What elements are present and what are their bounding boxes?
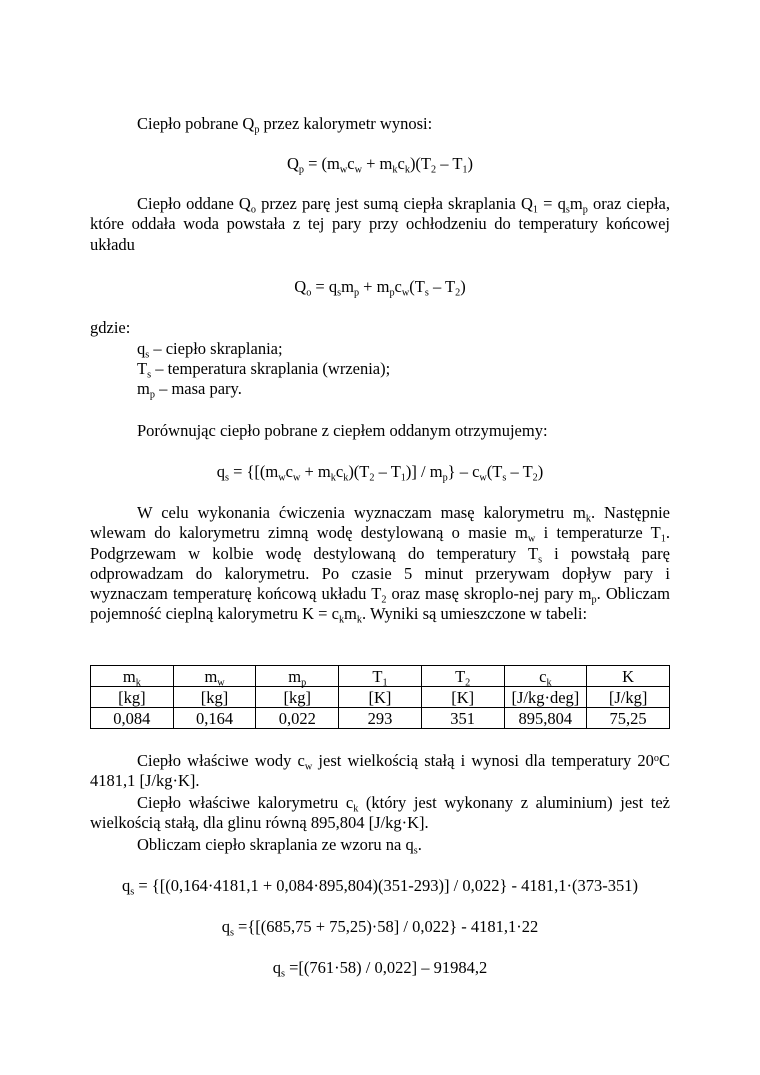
table-cell: 351 [421,708,504,729]
paragraph-comparison: Porównując ciepło pobrane z ciepłem oddanym otrzymujemy: [137,421,548,440]
table-cell: [K] [421,687,504,708]
paragraph-water-specific-heat: Ciepło właściwe wody $c_w$ jest wielkością stałą i wynosi dla temperatury 20$^o$C 4181,1 [J/kg·K]. [90,751,670,791]
table-header-cell: $m_w$ [173,666,256,687]
definition-qs: $q_s$ – ciepło skraplania; [137,339,283,361]
calculation-line-3: $q_s =[(761\cdot 58) / 0,022] - 91984,2$ [272,958,488,980]
equation-qs: $q_s = \{[(m_wc_w + m_kc_k)(T_2 - T_1)] / m_p\} - c_w(T_s - T_2)$ [216,462,544,484]
table-header-cell: $c_k$ [504,666,587,687]
table-header-row [91,666,670,687]
table-cell: [J/kg] [587,687,670,708]
table-header-cell: $T_1$ [339,666,422,687]
definition-mp: $m_p$ – masa pary. [137,379,242,401]
table-cell: [J/kg·deg] [504,687,587,708]
where-label: gdzie: [90,318,131,337]
calculation-line-2: $q_s =\{[(685,75 + 75,25)\cdot 58] / 0,022\} - 4181,1\cdot 22$ [221,917,539,939]
table-cell: 895,804 [504,708,587,729]
table-header-cell: $T_2$ [421,666,504,687]
table-cell: 0,084 [91,708,174,729]
table-cell: 0,022 [256,708,339,729]
paragraph-calorimeter-specific-heat: Ciepło właściwe kalorymetru $c_k$ (który jest wykonany z aluminium) jest też wielkością stałą, dla glinu równą 895,804 [J/kg·K]. [90,793,670,833]
results-table [90,665,670,729]
table-cell: 293 [339,708,422,729]
table-cell: [kg] [91,687,174,708]
table-cell: [K] [339,687,422,708]
table-cell: [kg] [256,687,339,708]
table-units-row [91,687,670,708]
equation-heat-released: $Q_o = q_sm_p + m_pc_w(T_s - T_2)$ [294,277,466,299]
table-values-row [91,708,670,729]
table-header-cell: K [587,666,670,687]
paragraph-heat-absorbed: Ciepło pobrane $Q_p$ przez kalorymetr wynosi: [137,114,433,136]
paragraph-calculation-intro: Obliczam ciepło skraplania ze wzoru na $q_s$. [137,835,422,857]
paragraph-procedure: W celu wykonania ćwiczenia wyznaczam masę kalorymetru $m_k$. Następnie wlewam do kalorymetru zimną wodę destylowaną o masie $m_w$ i temperaturze $T_1$. Podgrzewam w kolbie wodę destylowaną do temperatury $T_s$ i powstałą parę odprowadzam do kalorymetru. Po czasie 5 minut przerywam dopływ pary i wyznaczam temperaturę końcową układu $T_2$ oraz masę skroplo-nej pary $m_p$. Obliczam pojemność cieplną kalorymetru $K = c_km_k$. Wyniki są umieszczone w tabeli: [90,503,671,627]
table-header-cell: $m_k$ [91,666,174,687]
table-cell: 75,25 [587,708,670,729]
table-cell: 0,164 [173,708,256,729]
table-header-cell: $m_p$ [256,666,339,687]
calculation-line-1: $q_s = \{[(0,164\cdot 4181,1 + 0,084\cdot 895,804)(351-293)] / 0,022\} - 4181,1\cdot(373-351)$ [122,876,638,898]
table-cell: [kg] [173,687,256,708]
definition-ts: $T_s$ – temperatura skraplania (wrzenia); [137,359,391,381]
paragraph-heat-released: Ciepło oddane $Q_o$ przez parę jest sumą ciepła skraplania $Q_1 = q_sm_p$ oraz ciepła, które oddała woda powstała z tej pary przy ochłodzeniu do temperatury końcowej układu [90,194,670,254]
equation-heat-absorbed: $Q_p = (m_wc_w + m_kc_k)(T_2 - T_1)$ [286,154,474,176]
